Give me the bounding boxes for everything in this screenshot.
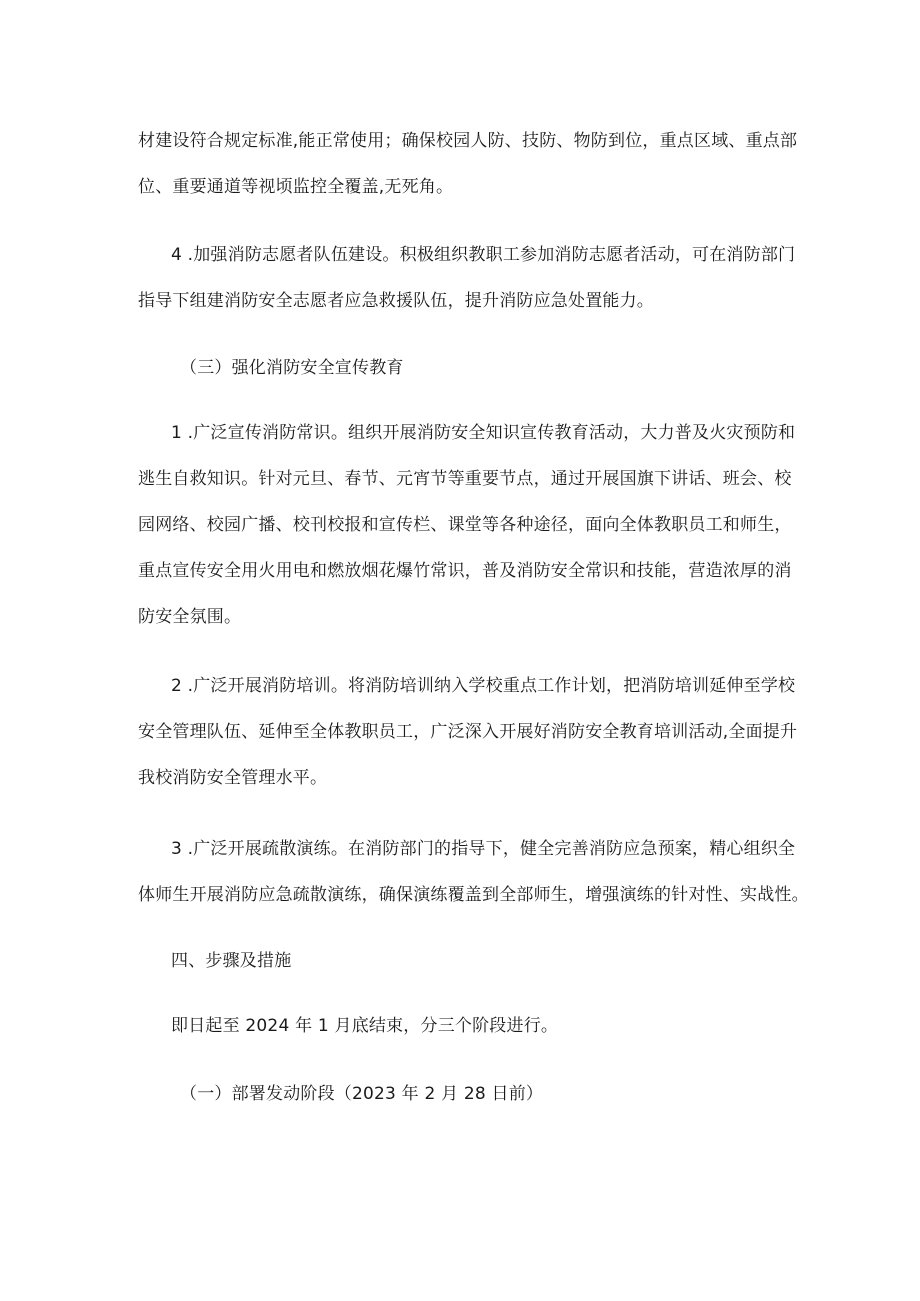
text-line: 我校消防安全管理水平。 [138,768,328,788]
section-heading-three [138,345,798,391]
text-line: 体师生开展消防应急疏散演练，确保演练覆盖到全部师生，增强演练的针对性、实战性。 [138,885,809,905]
paragraph-publicity [138,410,798,640]
paragraph-training [138,663,798,801]
text-line: 2 .广泛开展消防培训。将消防培训纳入学校重点工作计划，把消防培训延伸至学校 [171,676,796,696]
text-line: 防安全氛围。 [138,607,242,627]
text-line: 逃生自救知识。针对元旦、春节、元宵节等重要节点，通过开展国旗下讲话、班会、校 [138,469,792,489]
paragraph-evacuation-drill [138,826,809,918]
heading-line: （一）部署发动阶段（2023 年 2 月 28 日前） [180,1084,544,1104]
section-heading-phase-one [138,1071,798,1117]
text-line: 安全管理队伍、延伸至全体教职员工，广泛深入开展好消防安全教育培训活动,全面提升 [138,722,798,742]
section-heading-four [138,938,798,984]
text-line: 1 .广泛宣传消防常识。组织开展消防安全知识宣传教育活动，大力普及火灾预防和 [171,423,796,443]
text-line: 指导下组建消防安全志愿者应急救援队伍，提升消防应急处置能力。 [138,291,654,311]
paragraph-equipment-monitoring [138,118,798,210]
text-line: 位、重要通道等视顷监控全覆盖,无死角。 [138,177,454,197]
text-line: 材建设符合规定标准,能正常使用；确保校园人防、技防、物防到位，重点区域、重点部 [138,131,798,151]
heading-line: 四、步骤及措施 [171,951,292,971]
text-line: 即日起至 2024 年 1 月底结束，分三个阶段进行。 [171,1016,559,1036]
text-line: 园网络、校园广播、校刊校报和宣传栏、课堂等各种途径，面向全体教职员工和师生， [138,515,792,535]
text-line: 4 .加强消防志愿者队伍建设。积极组织教职工参加消防志愿者活动，可在消防部门 [171,245,796,265]
paragraph-volunteer-team [138,232,798,324]
paragraph-schedule [138,1003,798,1049]
heading-line: （三）强化消防安全宣传教育 [180,358,404,378]
text-line: 3 .广泛开展疏散演练。在消防部门的指导下，健全完善消防应急预案，精心组织全 [171,839,796,859]
text-line: 重点宣传安全用火用电和燃放烟花爆竹常识，普及消防安全常识和技能，营造浓厚的消 [138,561,792,581]
